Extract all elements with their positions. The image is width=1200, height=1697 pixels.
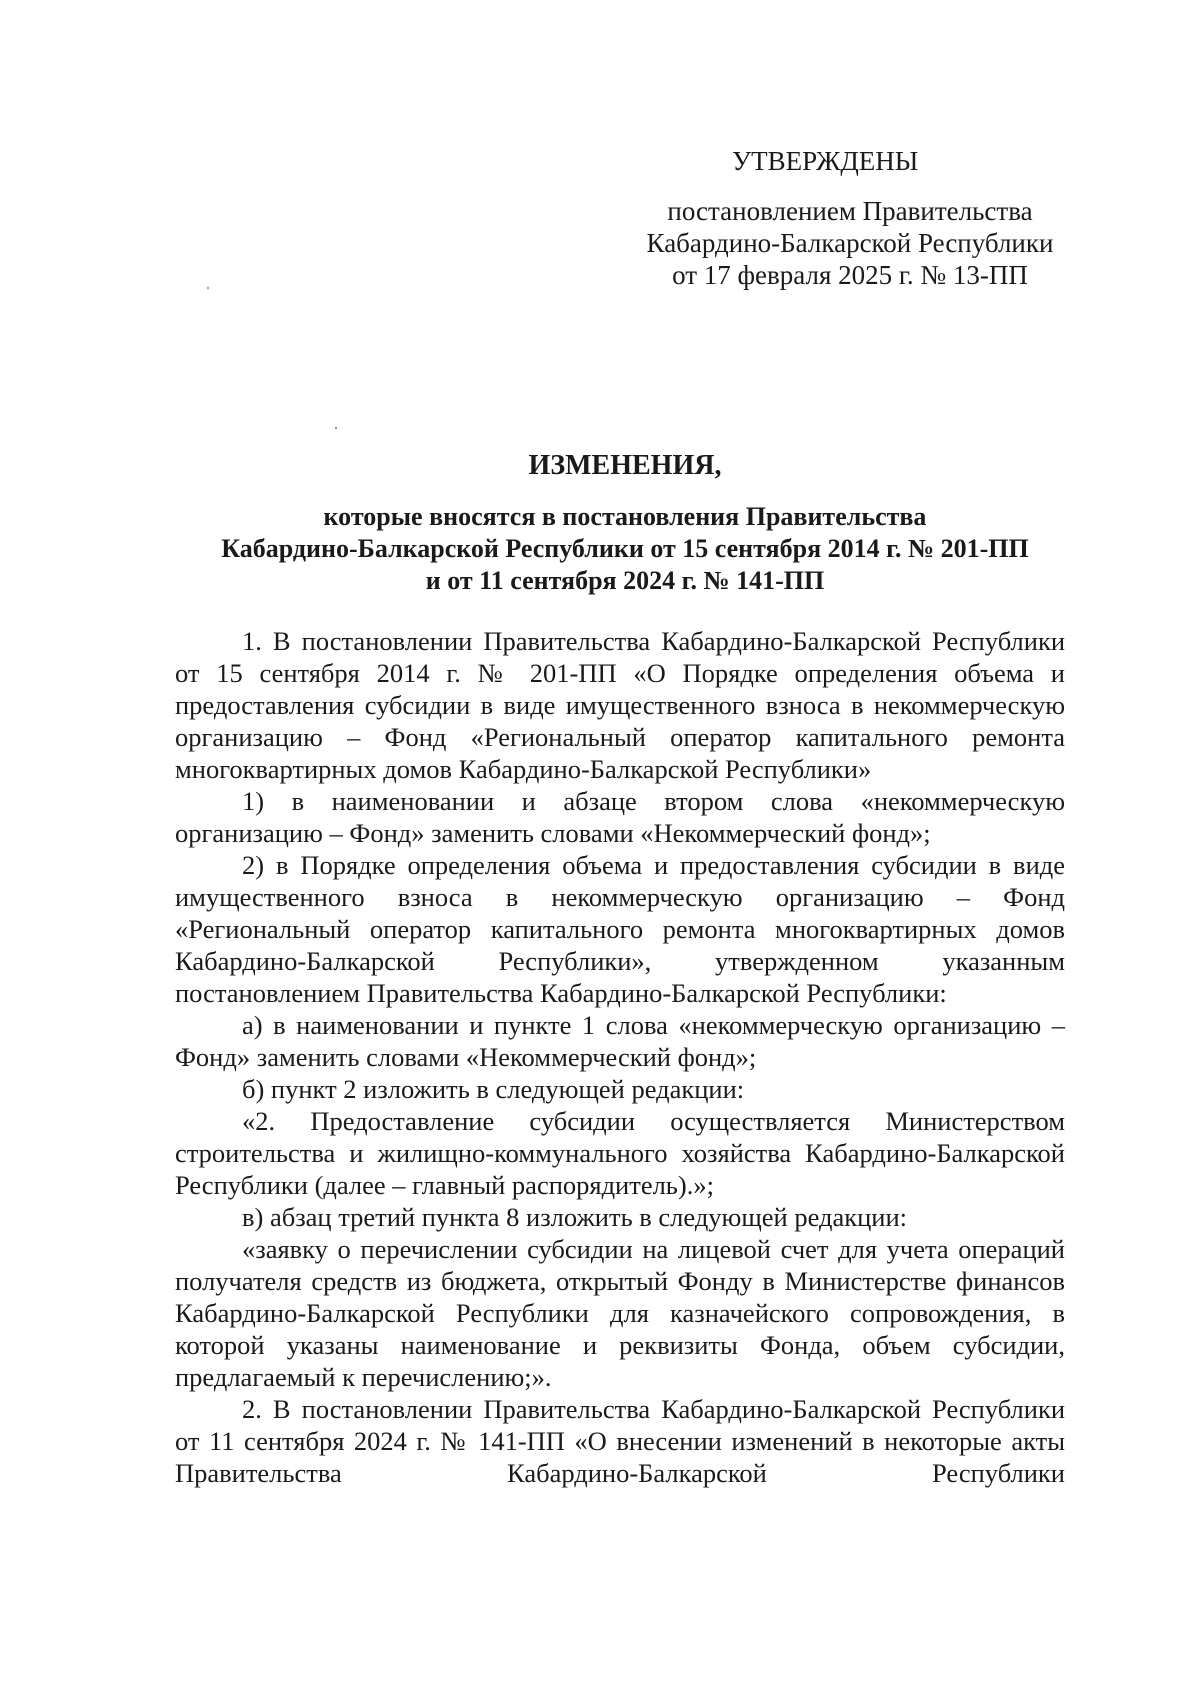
paragraph-item-2: 2. В постановлении Правительства Кабардино-Балкарской Республики от 11 сентября 2024 г. № 141-ПП «О внесении изменений в некоторые акты Правительства Кабардино-Балкарской Республики <box>175 1394 1065 1488</box>
paragraph-item-1: 1. В постановлении Правительства Кабардино-Балкарской Республики от 15 сентября 2014 г. № 201-ПП «О Порядке определения объема и предоставления субсидии в виде имущественного взноса в некоммерческую организацию – Фонд «Региональный оператор капитального ремонта многоквартирных домов Кабардино-Балкарской Республики» <box>175 626 1065 784</box>
document-title-block <box>175 450 1075 597</box>
approved-heading: УТВЕРЖДЕНЫ <box>732 146 919 176</box>
paragraph-subitem-b: б) пункт 2 изложить в следующей редакции: <box>242 1074 745 1104</box>
approval-line-decree: постановлением Правительства <box>667 196 1033 226</box>
approval-line-date: от 17 февраля 2025 г. № 13-ПП <box>672 260 1028 290</box>
document-subtitle-line-2: Кабардино-Балкарской Республики от 15 сентября 2014 г. № 201-ПП <box>221 534 1029 563</box>
scan-speck <box>207 287 209 289</box>
scan-speck <box>335 427 337 429</box>
approval-line-republic: Кабардино-Балкарской Республики <box>646 228 1054 258</box>
paragraph-subitem-2: 2) в Порядке определения объема и предоставления субсидии в виде имущественного взноса в некоммерческую организацию – Фонд «Региональный оператор капитального ремонта многоквартирных домов Кабардино-Балкарской Республики», утвержденном указанным постановлением Правительства Кабардино-Балкарской Республики: <box>175 850 1065 1008</box>
paragraph-quote-application: «заявку о перечислении субсидии на лицевой счет для учета операций получателя средств из бюджета, открытый Фонду в Министерстве финансов Кабардино-Балкарской Республики для казначейского сопровождения, в которой указаны наименование и реквизиты Фонда, объем субсидии, предлагаемый к перечислению;». <box>175 1234 1065 1392</box>
paragraph-subitem-v: в) абзац третий пункта 8 изложить в следующей редакции: <box>242 1202 908 1232</box>
approval-stamp-block <box>600 145 1100 291</box>
document-subtitle-line-3: и от 11 сентября 2024 г. № 141-ПП <box>425 566 825 595</box>
document-body <box>175 625 1065 1489</box>
paragraph-subitem-1: 1) в наименовании и абзаце втором слова «некоммерческую организацию – Фонд» заменить словами «Некоммерческий фонд»; <box>175 786 1065 848</box>
document-title: ИЗМЕНЕНИЯ, <box>528 450 722 481</box>
paragraph-quote-item-2: «2. Предоставление субсидии осуществляется Министерством строительства и жилищно-коммунального хозяйства Кабардино-Балкарской Республики (далее – главный распорядитель).»; <box>175 1106 1065 1200</box>
document-subtitle-line-1: которые вносятся в постановления Правительства <box>323 502 927 531</box>
paragraph-subitem-a: а) в наименовании и пункте 1 слова «некоммерческую организацию – Фонд» заменить словами «Некоммерческий фонд»; <box>175 1010 1065 1072</box>
